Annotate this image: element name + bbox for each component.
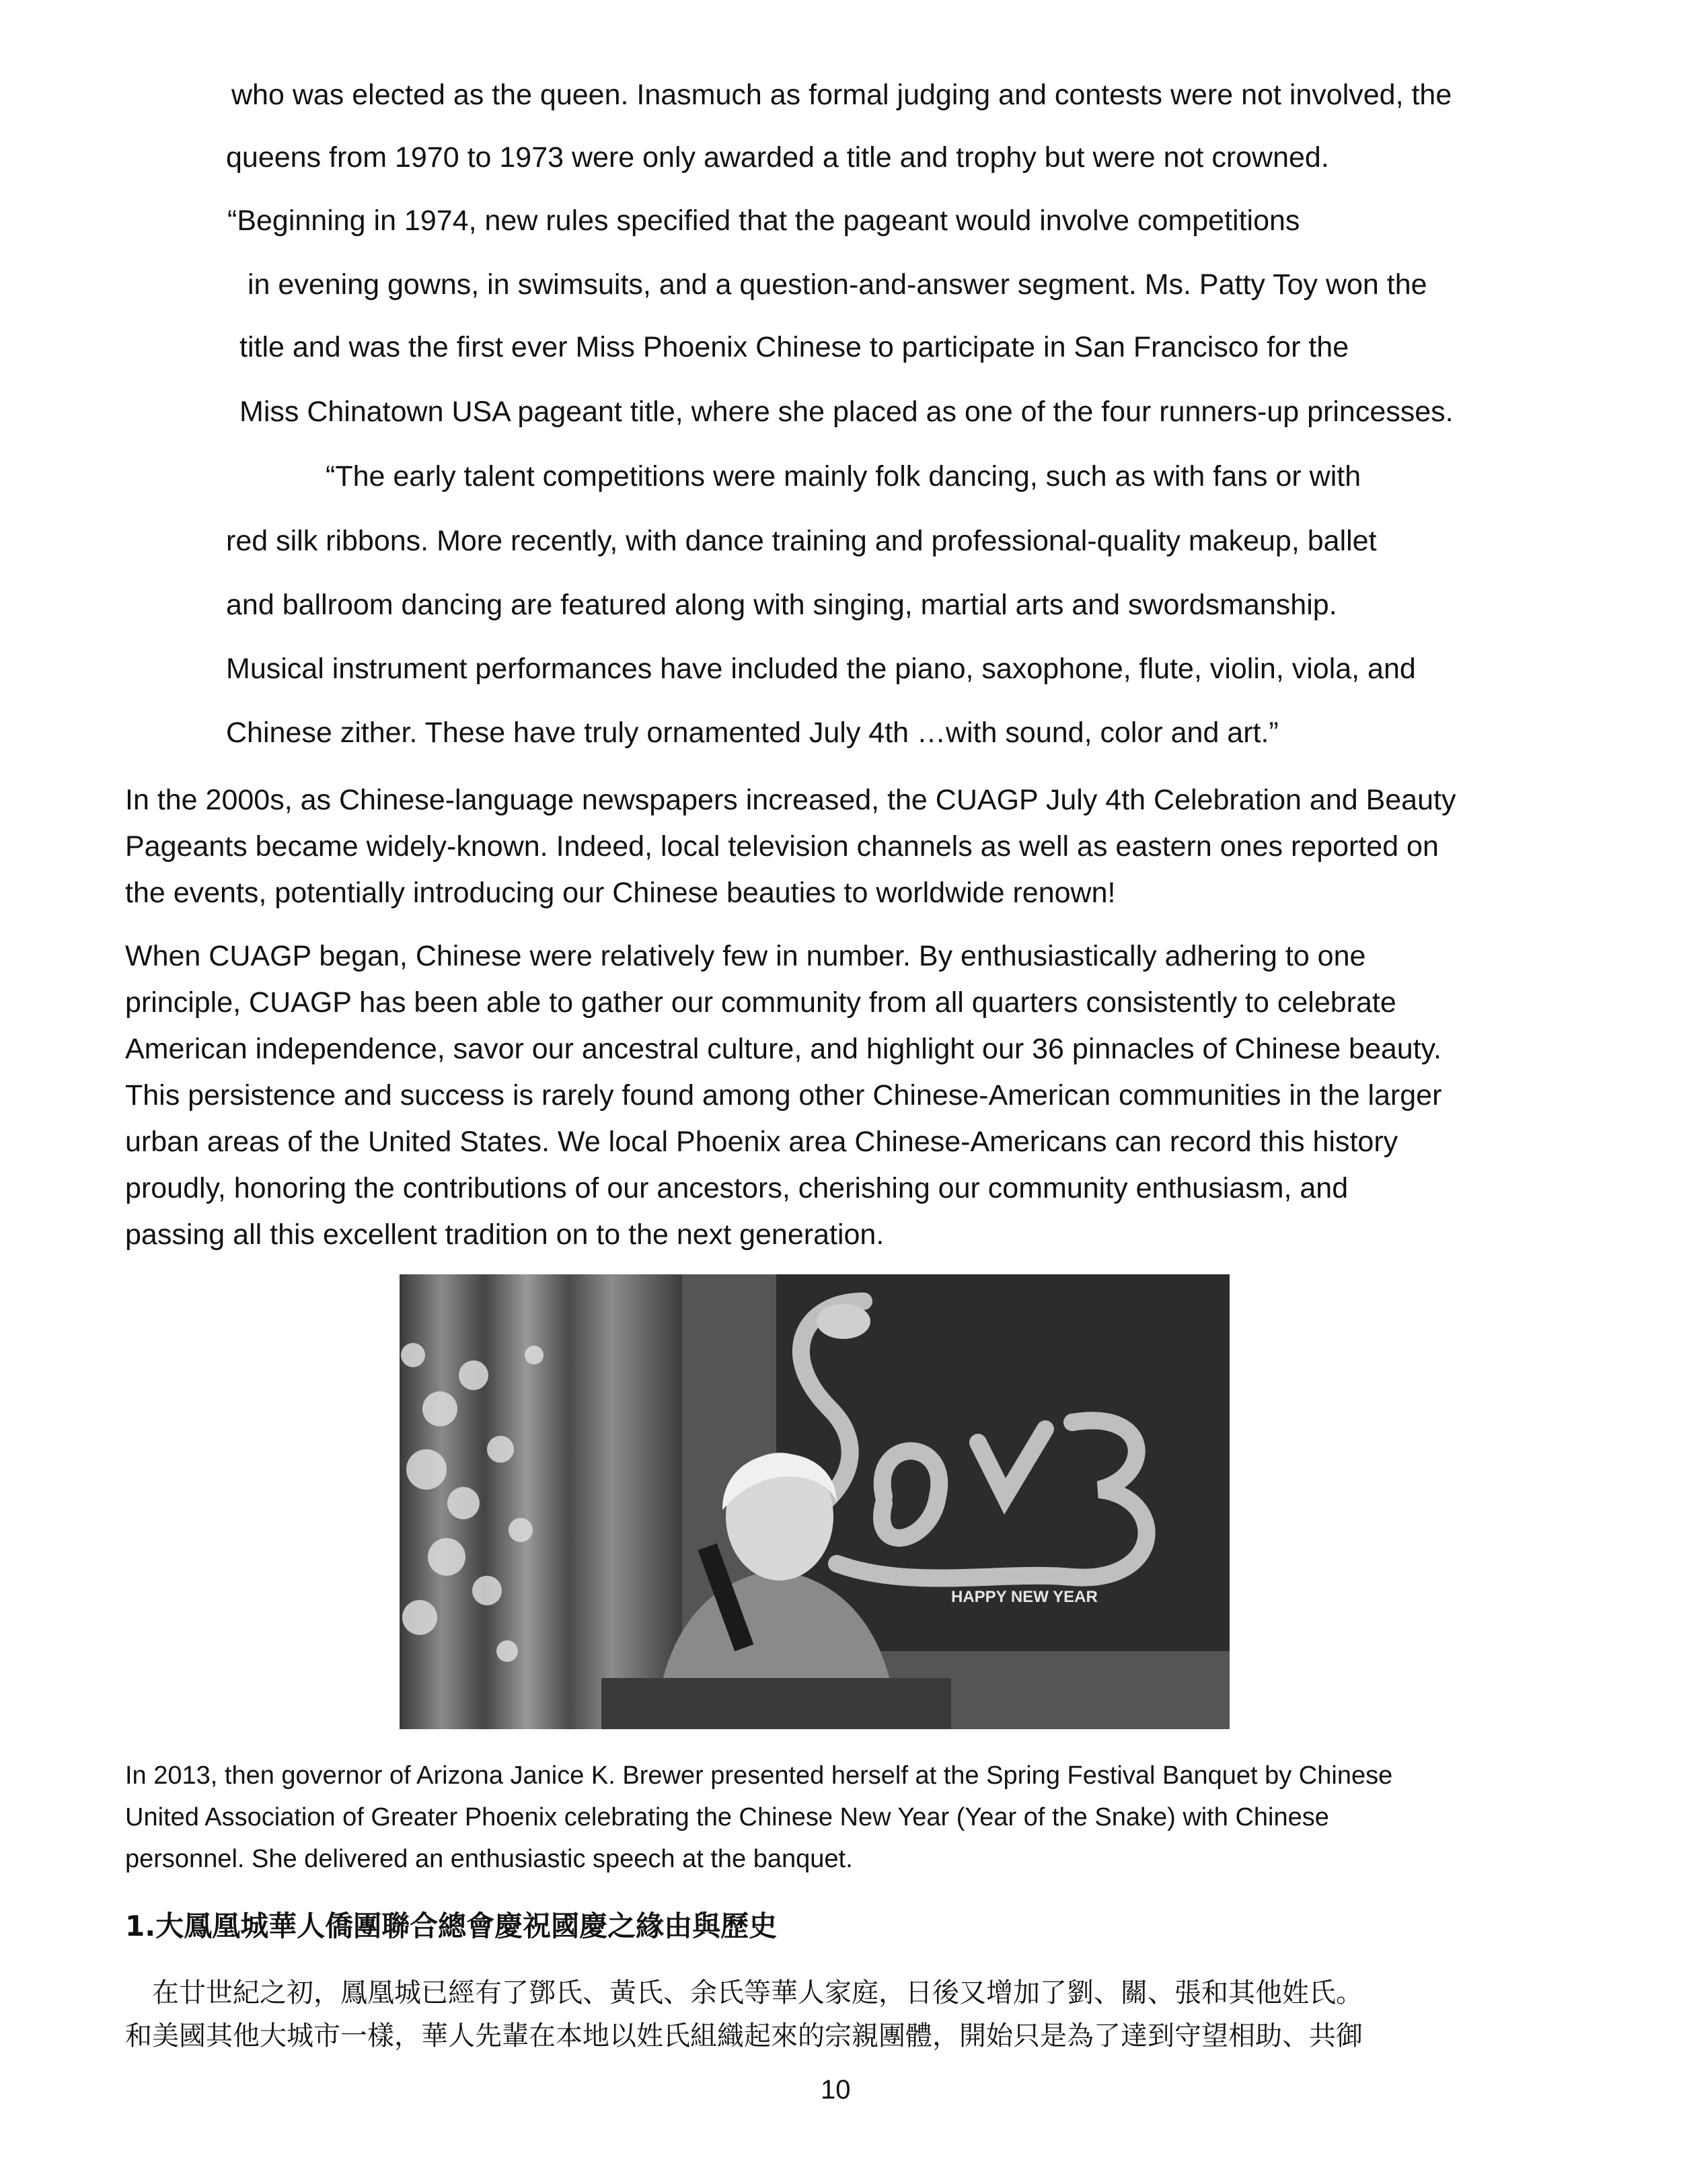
quote-line: in evening gowns, in swimsuits, and a question-and-answer segment. Ms. Patty Toy won the — [248, 268, 1427, 301]
chinese-paragraph-line: 和美國其他大城市一樣，華人先輩在本地以姓氏組織起來的宗親團體，開始只是為了達到守望相助、共御 — [125, 2021, 1363, 2051]
caption-line: In 2013, then governor of Arizona Janice K. Brewer presented herself at the Spring Festival Banquet by Chinese — [125, 1761, 1393, 1790]
paragraph-2000s — [125, 777, 1456, 916]
paragraph-line: proudly, honoring the contributions of our ancestors, cherishing our community enthusiasm, and — [125, 1172, 1349, 1204]
paragraph-line: the events, potentially introducing our Chinese beauties to worldwide renown! — [125, 877, 1116, 909]
photo-caption — [125, 1755, 1392, 1880]
quote-line: Musical instrument performances have included the piano, saxophone, flute, violin, viola, and — [226, 653, 1416, 685]
quote-line: title and was the first ever Miss Phoenix Chinese to participate in San Francisco for the — [239, 331, 1349, 363]
paragraph-line: passing all this excellent tradition on to the next generation. — [125, 1218, 885, 1251]
banner-text: HAPPY NEW YEAR — [951, 1588, 1098, 1606]
caption-line: personnel. She delivered an enthusiastic speech at the banquet. — [125, 1845, 853, 1873]
quote-line: queens from 1970 to 1973 were only awarded a title and trophy but were not crowned. — [226, 141, 1329, 174]
chinese-paragraph-line: 在廿世紀之初，鳳凰城已經有了鄧氏、黃氏、余氏等華人家庭，日後又增加了劉、關、張和其他姓氏。 — [125, 1977, 1363, 2008]
quote-line: “Beginning in 1974, new rules specified that the pageant would involve competitions — [227, 205, 1300, 237]
banquet-photo — [400, 1274, 1230, 1729]
paragraph-line: When CUAGP began, Chinese were relatively few in number. By enthusiastically adhering to one — [125, 940, 1366, 972]
paragraph-line: principle, CUAGP has been able to gather our community from all quarters consistently to celebrate — [125, 986, 1396, 1019]
quote-line: who was elected as the queen. Inasmuch as formal judging and contests were not involved, the — [231, 79, 1452, 111]
paragraph-line: urban areas of the United States. We local Phoenix area Chinese-Americans can record this history — [125, 1126, 1398, 1158]
quote-line: Chinese zither. These have truly ornamented July 4th …with sound, color and art.” — [226, 717, 1279, 749]
paragraph-line: Pageants became widely-known. Indeed, local television channels as well as eastern ones reported on — [125, 830, 1439, 863]
page-number: 10 — [821, 2075, 851, 2105]
section-heading: 1.大鳳凰城華人僑團聯合總會慶祝國慶之緣由與歷史 — [125, 1909, 778, 1942]
quote-line: “The early talent competitions were mainly folk dancing, such as with fans or with — [326, 460, 1361, 493]
paragraph-line: In the 2000s, as Chinese-language newspapers increased, the CUAGP July 4th Celebration and Beauty — [125, 784, 1456, 816]
paragraph-line: This persistence and success is rarely found among other Chinese-American communities in the larger — [125, 1079, 1442, 1112]
paragraph-line: American independence, savor our ancestral culture, and highlight our 36 pinnacles of Chinese beauty. — [125, 1033, 1441, 1065]
quote-line: and ballroom dancing are featured along with singing, martial arts and swordsmanship. — [226, 589, 1337, 621]
caption-line: United Association of Greater Phoenix celebrating the Chinese New Year (Year of the Snake) with Chinese — [125, 1803, 1329, 1831]
quote-line: red silk ribbons. More recently, with dance training and professional-quality makeup, ballet — [226, 525, 1377, 557]
quote-line: Miss Chinatown USA pageant title, where she placed as one of the four runners-up princesses. — [239, 396, 1454, 428]
paragraph-cuagp-began — [125, 933, 1441, 1258]
